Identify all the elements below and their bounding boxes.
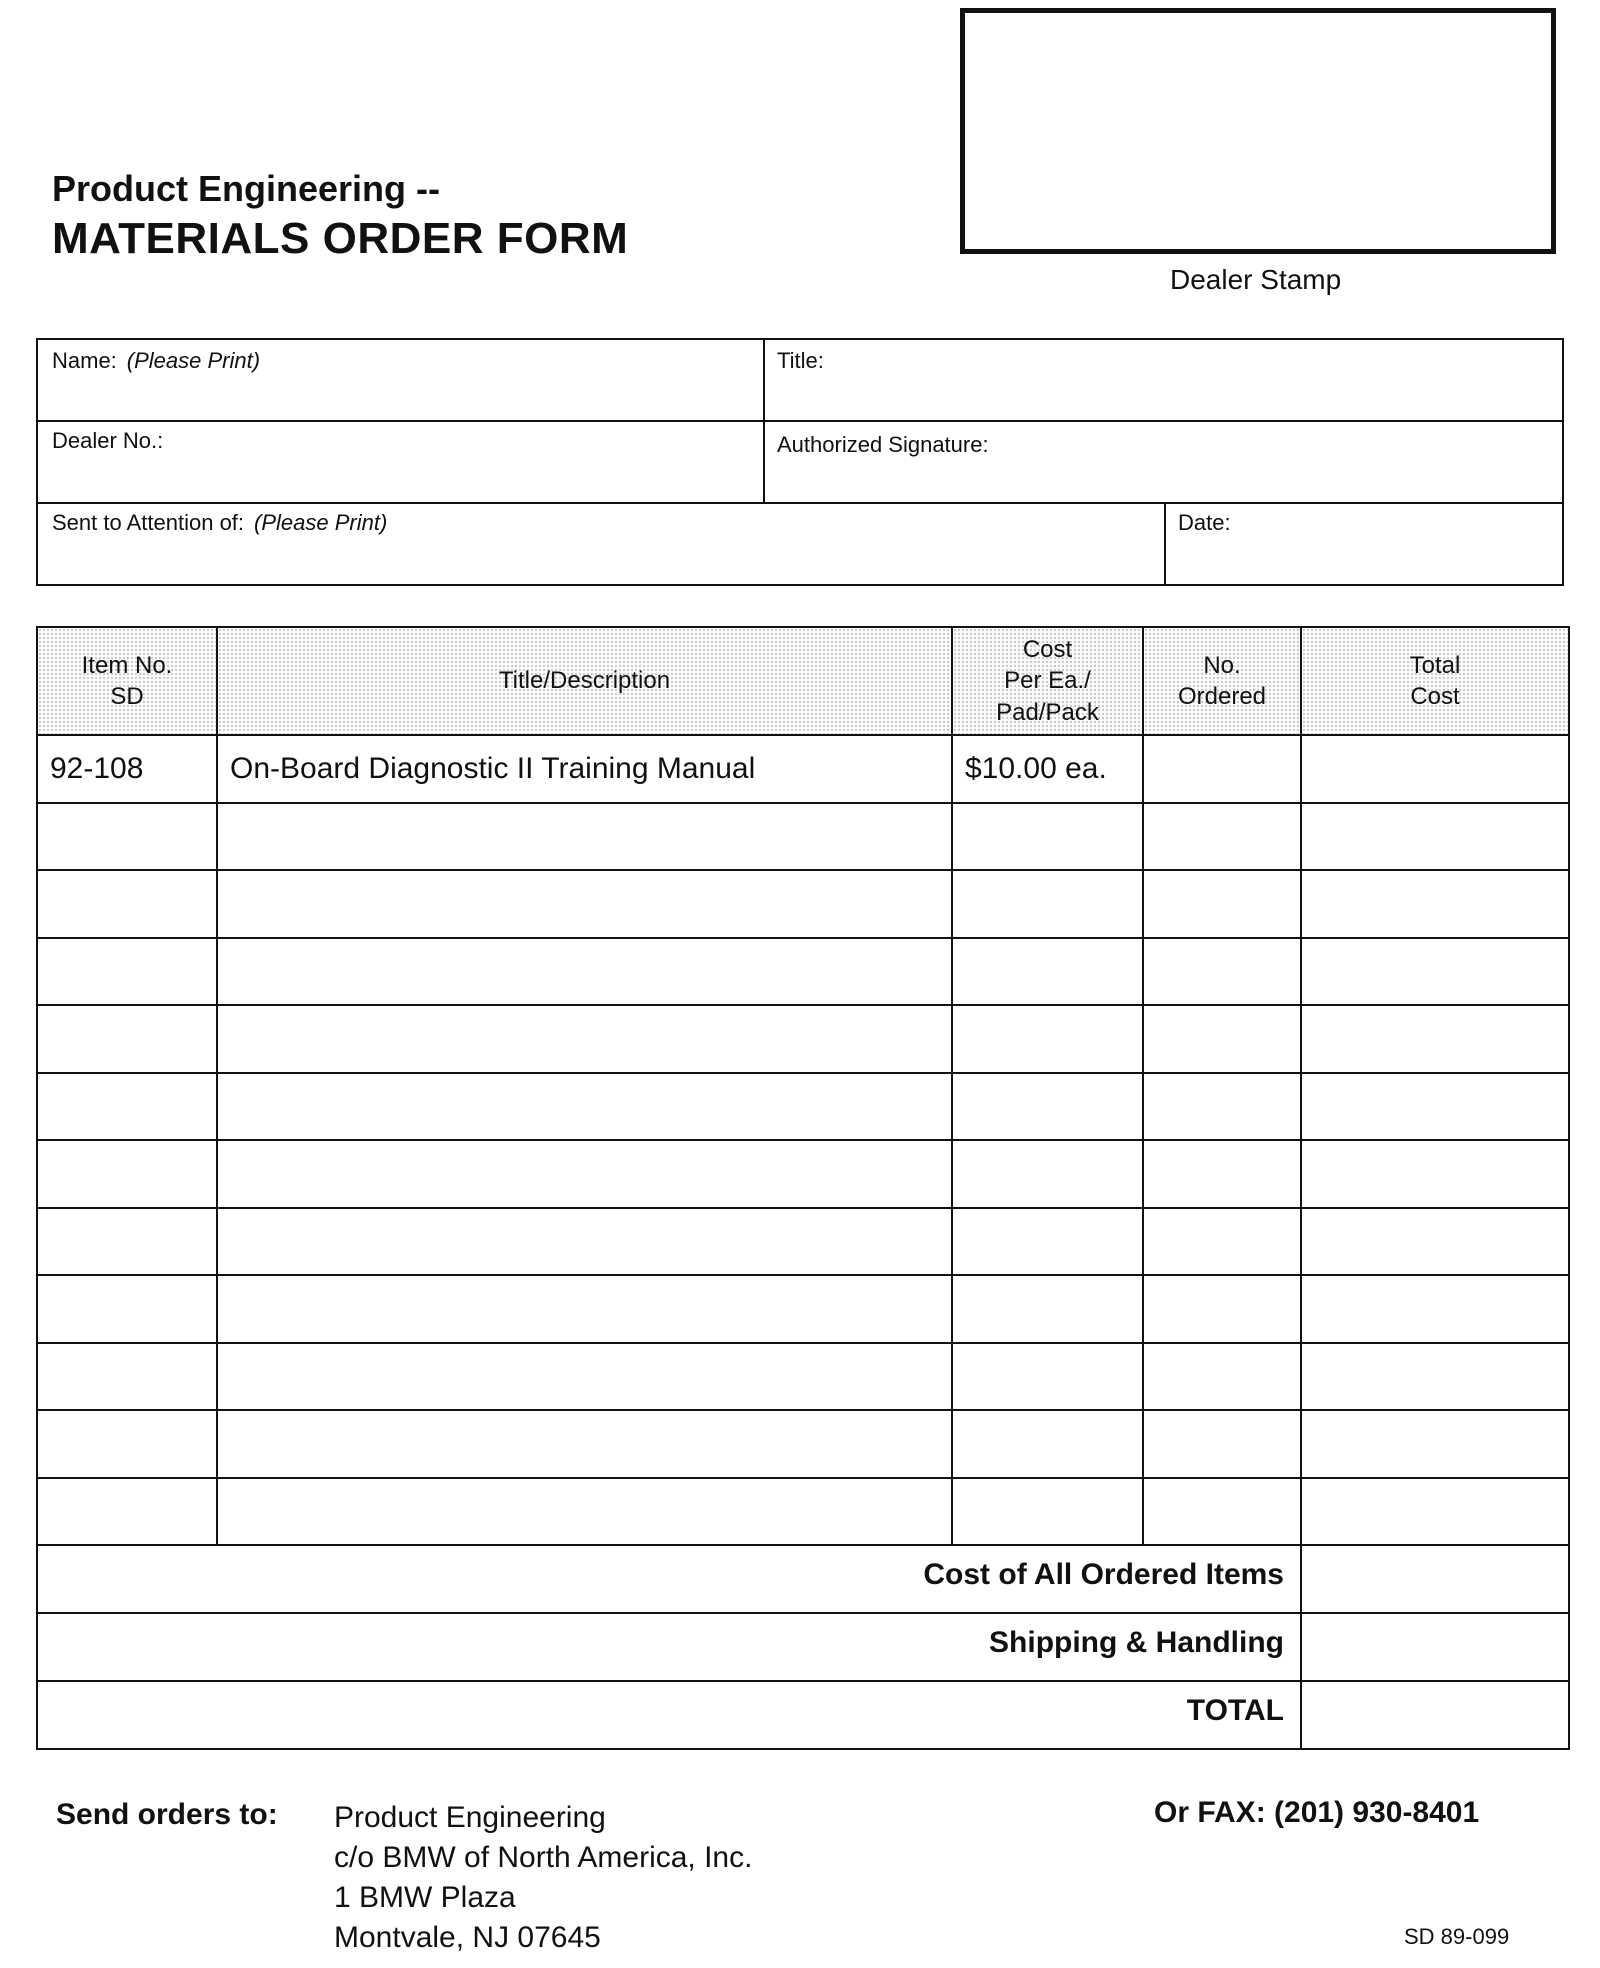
- cell-title[interactable]: [217, 803, 952, 871]
- col-header-title-text: Title/Description: [498, 667, 671, 695]
- cell-title[interactable]: [217, 1073, 952, 1141]
- col-header-ordered-line1: No.: [1203, 651, 1241, 679]
- table-row: [37, 870, 1569, 938]
- col-header-title: [217, 627, 952, 735]
- cell-total[interactable]: [1301, 1140, 1569, 1208]
- cell-ordered[interactable]: [1143, 870, 1301, 938]
- cell-title[interactable]: [217, 1140, 952, 1208]
- col-header-ordered: [1143, 627, 1301, 735]
- title-label: Title:: [777, 348, 824, 373]
- dealer-number-field[interactable]: [38, 420, 763, 502]
- name-label: Name:: [52, 348, 117, 373]
- col-header-cost-line2: Per Ea./: [1004, 667, 1091, 695]
- form-title: MATERIALS ORDER FORM: [52, 214, 629, 263]
- cell-title[interactable]: [217, 1005, 952, 1073]
- cell-cost[interactable]: [952, 1275, 1143, 1343]
- table-row: [37, 735, 1569, 803]
- summary-row-total: [37, 1681, 1569, 1749]
- cell-item[interactable]: [37, 938, 217, 1006]
- cell-ordered[interactable]: [1143, 1208, 1301, 1276]
- dealer-number-label: Dealer No.:: [52, 428, 164, 453]
- send-orders-label: Send orders to:: [56, 1798, 278, 1831]
- cell-ordered[interactable]: [1143, 1410, 1301, 1478]
- cell-ordered[interactable]: [1143, 1073, 1301, 1141]
- table-row: [37, 1208, 1569, 1276]
- form-code: SD 89-099: [1404, 1924, 1510, 1949]
- cell-cost[interactable]: [952, 870, 1143, 938]
- cell-total[interactable]: [1301, 1005, 1569, 1073]
- cell-total[interactable]: [1301, 1208, 1569, 1276]
- summary-shipping-value[interactable]: [1301, 1613, 1569, 1681]
- cell-total[interactable]: [1301, 1275, 1569, 1343]
- cell-item[interactable]: [37, 870, 217, 938]
- table-row: [37, 938, 1569, 1006]
- dealer-stamp-label: Dealer Stamp: [1170, 264, 1342, 295]
- cell-ordered[interactable]: [1143, 1478, 1301, 1546]
- col-header-item-line1: Item No.: [81, 651, 173, 679]
- cell-title[interactable]: [217, 870, 952, 938]
- cell-total[interactable]: [1301, 1343, 1569, 1411]
- cell-cost[interactable]: [952, 938, 1143, 1006]
- address-line: Product Engineering: [334, 1801, 606, 1834]
- cell-total[interactable]: [1301, 1478, 1569, 1546]
- summary-total-value[interactable]: [1301, 1681, 1569, 1749]
- dealer-info-box: [36, 338, 1564, 586]
- address-line: c/o BMW of North America, Inc.: [334, 1841, 753, 1874]
- cell-cost[interactable]: [952, 1140, 1143, 1208]
- name-hint: (Please Print): [126, 348, 261, 373]
- cell-total[interactable]: [1301, 870, 1569, 938]
- col-header-total-line2: Cost: [1410, 683, 1460, 710]
- summary-cost-value[interactable]: [1301, 1545, 1569, 1613]
- cell-cost[interactable]: [952, 1208, 1143, 1276]
- col-header-cost-line1: Cost: [1022, 636, 1073, 664]
- cell-ordered[interactable]: [1143, 1343, 1301, 1411]
- cell-title[interactable]: On-Board Diagnostic II Training Manual: [217, 735, 952, 803]
- col-header-item: [37, 627, 217, 735]
- order-items-table: [36, 626, 1570, 1750]
- cell-title[interactable]: [217, 1478, 952, 1546]
- col-header-total-line1: Total: [1409, 651, 1461, 679]
- cell-total[interactable]: [1301, 1073, 1569, 1141]
- date-field[interactable]: [1164, 502, 1564, 586]
- cell-cost[interactable]: [952, 1005, 1143, 1073]
- col-header-ordered-line2: Ordered: [1177, 683, 1267, 710]
- form-heading-department: Product Engineering --: [52, 168, 441, 209]
- cell-ordered[interactable]: [1143, 1005, 1301, 1073]
- attention-label: Sent to Attention of:: [52, 510, 245, 535]
- cell-item[interactable]: [37, 1005, 217, 1073]
- col-header-total: [1301, 627, 1569, 735]
- table-row: [37, 1410, 1569, 1478]
- cell-total[interactable]: [1301, 803, 1569, 871]
- cell-ordered[interactable]: [1143, 938, 1301, 1006]
- dealer-stamp-box[interactable]: [960, 8, 1556, 254]
- cell-title[interactable]: [217, 1208, 952, 1276]
- name-field[interactable]: [38, 340, 763, 420]
- cell-title[interactable]: [217, 1410, 952, 1478]
- summary-cost-label: Cost of All Ordered Items: [37, 1545, 1301, 1613]
- authorized-signature-label: Authorized Signature:: [777, 432, 989, 457]
- summary-row-shipping: [37, 1613, 1569, 1681]
- table-row: [37, 1073, 1569, 1141]
- table-row: [37, 1005, 1569, 1073]
- cell-item[interactable]: [37, 1478, 217, 1546]
- attention-hint: (Please Print): [254, 510, 388, 535]
- cell-item[interactable]: [37, 1140, 217, 1208]
- table-header-row: [37, 627, 1569, 735]
- title-field[interactable]: [763, 340, 1564, 420]
- cell-item[interactable]: [37, 1208, 217, 1276]
- attention-field[interactable]: [38, 502, 1164, 586]
- cell-item[interactable]: [37, 803, 217, 871]
- table-row: [37, 1275, 1569, 1343]
- summary-shipping-label: Shipping & Handling: [37, 1613, 1301, 1681]
- authorized-signature-field[interactable]: [763, 420, 1564, 502]
- col-header-cost: [952, 627, 1143, 735]
- cell-cost[interactable]: $10.00 ea.: [952, 735, 1143, 803]
- cell-item[interactable]: 92-108: [37, 735, 217, 803]
- date-label: Date:: [1178, 510, 1231, 535]
- cell-cost[interactable]: [952, 1073, 1143, 1141]
- cell-total[interactable]: [1301, 938, 1569, 1006]
- cell-cost[interactable]: [952, 803, 1143, 871]
- address-line: 1 BMW Plaza: [334, 1881, 516, 1914]
- cell-cost[interactable]: [952, 1478, 1143, 1546]
- table-row: [37, 803, 1569, 871]
- summary-total-label: TOTAL: [37, 1681, 1301, 1749]
- col-header-cost-line3: Pad/Pack: [996, 698, 1099, 726]
- summary-row-cost: [37, 1545, 1569, 1613]
- cell-ordered[interactable]: [1143, 735, 1301, 803]
- cell-item[interactable]: [37, 1343, 217, 1411]
- cell-ordered[interactable]: [1143, 1275, 1301, 1343]
- cell-total[interactable]: [1301, 1410, 1569, 1478]
- cell-title[interactable]: [217, 938, 952, 1006]
- table-row: [37, 1343, 1569, 1411]
- address-line: Montvale, NJ 07645: [334, 1921, 601, 1954]
- table-row: [37, 1478, 1569, 1546]
- cell-item[interactable]: [37, 1410, 217, 1478]
- cell-title[interactable]: [217, 1275, 952, 1343]
- cell-item[interactable]: [37, 1275, 217, 1343]
- cell-total[interactable]: [1301, 735, 1569, 803]
- mailing-address: [334, 1798, 752, 1958]
- fax-number: Or FAX: (201) 930-8401: [1154, 1796, 1480, 1829]
- cell-ordered[interactable]: [1143, 1140, 1301, 1208]
- cell-cost[interactable]: [952, 1343, 1143, 1411]
- cell-cost[interactable]: [952, 1410, 1143, 1478]
- cell-ordered[interactable]: [1143, 803, 1301, 871]
- col-header-item-line2: SD: [110, 683, 144, 710]
- table-row: [37, 1140, 1569, 1208]
- cell-title[interactable]: [217, 1343, 952, 1411]
- cell-item[interactable]: [37, 1073, 217, 1141]
